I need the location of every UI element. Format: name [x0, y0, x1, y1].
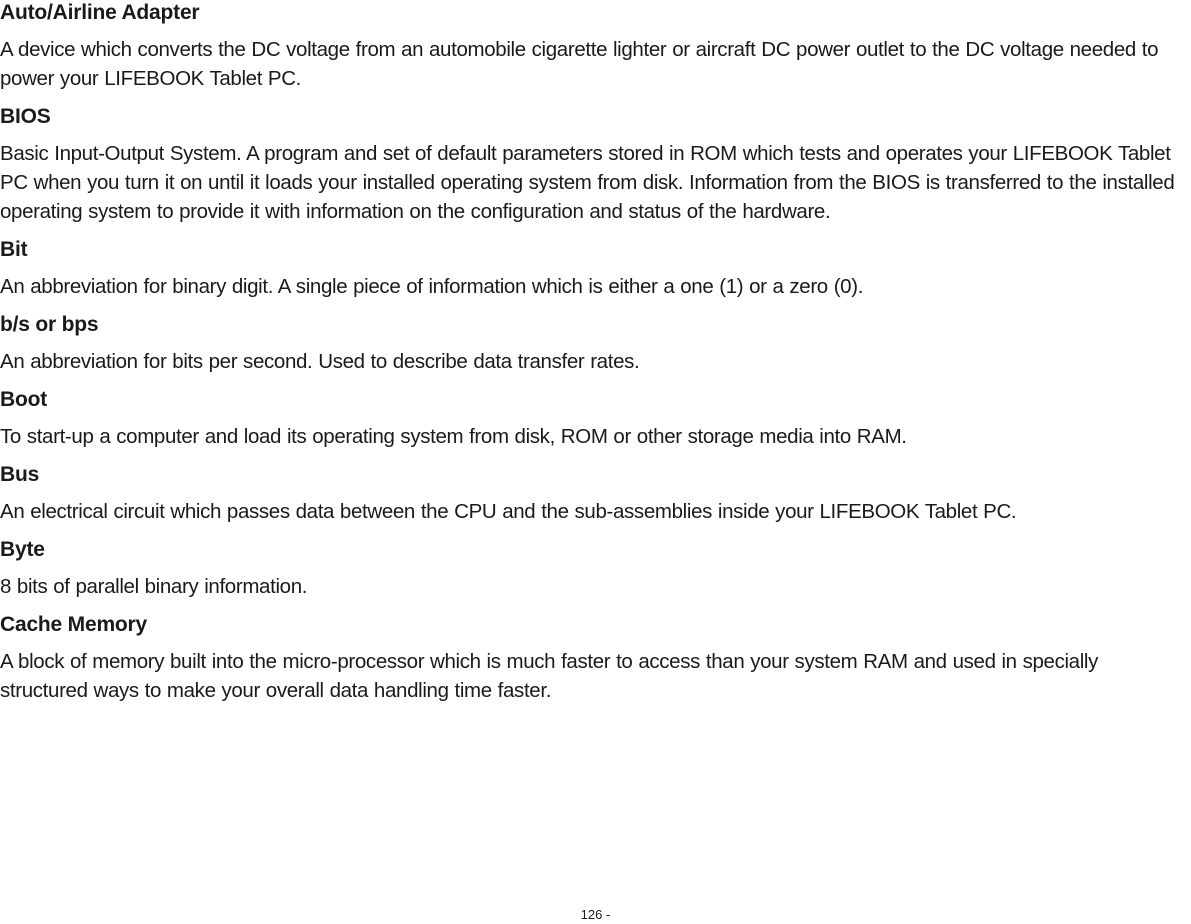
glossary-entry [0, 387, 1191, 451]
glossary-definition: An electrical circuit which passes data between the CPU and the sub-assemblies inside your LIFEBOOK Tablet PC. [0, 500, 1017, 523]
glossary-term: b/s or bps [0, 313, 99, 336]
page-number: 126 - [580, 907, 611, 922]
glossary-definition: 8 bits of parallel binary information. [0, 575, 308, 598]
glossary-term: Boot [0, 388, 48, 411]
glossary-entry [0, 104, 1191, 226]
glossary-entry [0, 237, 1191, 301]
glossary-term: Bit [0, 238, 28, 261]
glossary-definition: An abbreviation for binary digit. A single piece of information which is either a one (1) or a zero (0). [0, 275, 864, 298]
glossary-definition: A device which converts the DC voltage from an automobile cigarette lighter or aircraft DC power outlet to the DC voltage needed to power your LIFEBOOK Tablet PC. [0, 38, 1159, 90]
glossary-definition: To start-up a computer and load its operating system from disk, ROM or other storage media into RAM. [0, 425, 907, 448]
glossary-entry [0, 312, 1191, 376]
glossary-definition: Basic Input-Output System. A program and set of default parameters stored in ROM which tests and operates your LIFEBOOK Tablet PC when you turn it on until it loads your installed operating system from disk. Information from the BIOS is transferred to the installed operating system to provide it with information on the configuration and status of the hardware. [0, 142, 1175, 223]
glossary-entry [0, 612, 1191, 705]
glossary-entry [0, 0, 1191, 93]
glossary-definition: An abbreviation for bits per second. Used to describe data transfer rates. [0, 350, 640, 373]
glossary-term: Auto/Airline Adapter [0, 1, 200, 24]
glossary-term: BIOS [0, 105, 51, 128]
glossary-definition: A block of memory built into the micro-processor which is much faster to access than your system RAM and used in specially structured ways to make your overall data handling time faster. [0, 650, 1099, 702]
glossary-entry [0, 537, 1191, 601]
glossary-term: Byte [0, 538, 45, 561]
glossary-term: Cache Memory [0, 613, 147, 636]
glossary-entry [0, 462, 1191, 526]
glossary-term: Bus [0, 463, 40, 486]
